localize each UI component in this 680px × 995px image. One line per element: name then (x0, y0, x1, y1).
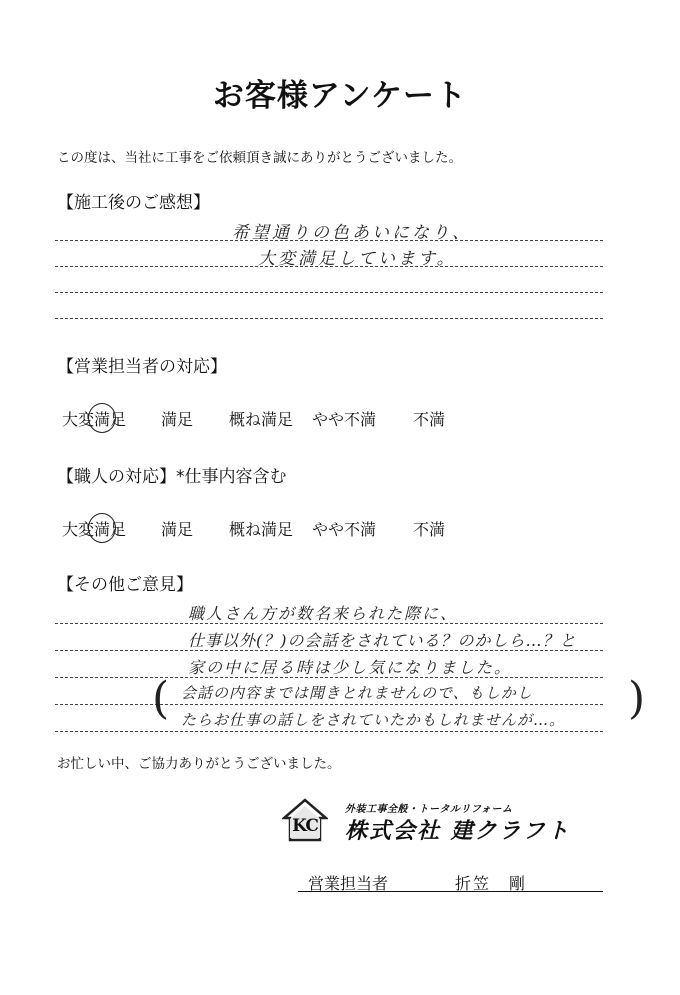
representative-name: 折笠 剛 (455, 874, 528, 893)
company-tagline: 外装工事全般・トータルリフォーム (345, 804, 513, 815)
other-opinion-line-3: 家の中に居る時は少し気になりました。 (188, 658, 513, 677)
answer-line (55, 704, 603, 705)
other-opinion-line-5: たらお仕事の話しをされていたかもしれませんが…。 (181, 711, 566, 729)
answer-line (55, 318, 603, 319)
answer-line (55, 292, 603, 293)
rating-option-very-satisfied[interactable]: 大変満足 (62, 410, 127, 429)
other-opinion-line-4: 会話の内容までは聞きとれませんので、もしかし (181, 684, 533, 702)
rating-option-mostly-satisfied[interactable]: 概ね満足 (229, 520, 294, 539)
selected-rating-circle (88, 513, 116, 543)
selected-rating-circle (88, 403, 116, 433)
sales-rep-heading: 【営業担当者の対応】 (57, 357, 227, 377)
rating-option-satisfied[interactable]: 満足 (161, 520, 194, 539)
handwritten-open-paren: ( (152, 673, 170, 724)
rating-option-dissatisfied[interactable]: 不満 (413, 520, 446, 539)
closing-text: お忙しい中、ご協力ありがとうございました。 (57, 756, 341, 772)
impressions-answer-line-2: 大変満足しています。 (258, 249, 457, 269)
handwritten-close-paren: ) (628, 673, 646, 724)
rating-option-somewhat-dissatisfied[interactable]: やや不満 (312, 410, 377, 429)
craftsman-heading: 【職人の対応】*仕事内容含む (57, 467, 287, 487)
impressions-answer-line-1: 希望通りの色あいになり、 (232, 223, 472, 243)
rating-option-satisfied[interactable]: 満足 (161, 410, 194, 429)
logo-letters: KC (292, 816, 318, 836)
other-opinions-heading: 【その他ご意見】 (57, 575, 193, 595)
representative-label: 営業担当者 (308, 874, 389, 893)
intro-text: この度は、当社に工事をご依頼頂き誠にありがとうございました。 (57, 150, 462, 166)
rating-option-dissatisfied[interactable]: 不満 (413, 410, 446, 429)
rating-option-somewhat-dissatisfied[interactable]: やや不満 (312, 520, 377, 539)
rating-option-mostly-satisfied[interactable]: 概ね満足 (229, 410, 294, 429)
company-logo (282, 798, 328, 842)
rating-option-very-satisfied[interactable]: 大変満足 (62, 520, 127, 539)
survey-title: お客様アンケート (212, 78, 468, 114)
other-opinion-line-1: 職人さん方が数名来られた際に、 (188, 604, 459, 623)
company-name: 株式会社 建クラフト (345, 819, 571, 844)
impressions-heading: 【施工後のご感想】 (57, 193, 210, 213)
other-opinion-line-2: 仕事以外(？)の会話をされている？のかしら…？と (188, 631, 577, 650)
answer-line (55, 731, 603, 732)
signature-underline (298, 891, 603, 892)
